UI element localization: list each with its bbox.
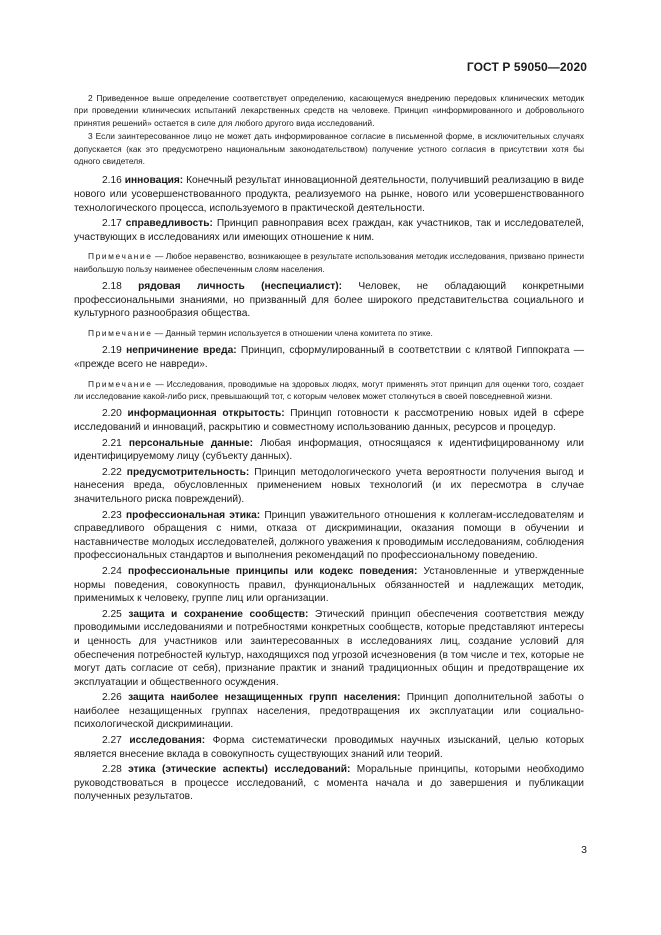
note [74, 250, 584, 275]
note [74, 378, 584, 403]
term-text: Установленные и утвержденные нормы поведения, совокупность правил, функциональных обязанностей и надлежащих методик, применимых к человеку, группе лиц или организации. [74, 565, 584, 605]
note-text: — Любое неравенство, возникающее в результате использования методик исследования, призвано принести наибольшую пользу наименее обеспеченным слоям населения. [74, 251, 584, 274]
term-text: Принцип уважительного отношения к коллегам-исследователям и справедливого обращения с ними, отказа от дискриминации, оказания помощи в обучении и наставничестве молодых исследователей, должного уважения к проводимым исследованиям, соблюдения профессиональных стандартов и выполнения рекомендаций по профессиональному поведению. [74, 509, 584, 562]
term-text: Любая информация, относящаяся к идентифицированному или идентифицируемому лицу (субъекту данных). [74, 437, 584, 463]
term-name: инновация: [124, 175, 184, 187]
page-number: 3 [581, 844, 587, 856]
note [74, 327, 584, 339]
term-name: защита и сохранение сообществ: [128, 608, 309, 620]
document-code: ГОСТ Р 59050—2020 [466, 60, 587, 74]
term-number: 2.18 [102, 281, 139, 293]
term-number: 2.28 [102, 764, 129, 776]
term-name: профессиональная этика: [126, 509, 261, 521]
term-number: 2.20 [102, 408, 128, 420]
term-number: 2.24 [102, 565, 128, 577]
term-name: непричинение вреда: [126, 345, 237, 357]
term-definition [74, 763, 584, 804]
term-definition [74, 509, 584, 563]
intro-note [74, 130, 584, 167]
term-number: 2.19 [102, 345, 127, 357]
term-text: Человек, не обладающий конкретными профессиональными знаниями, но призванный для более широкого представительства социального и культурного разнообразия общества. [74, 281, 584, 320]
term-definition [74, 466, 584, 507]
note-text: 3 Если заинтересованное лицо не может дать информированное согласие в письменной форме, в исключительных случаях допускается (как это предусмотрено национальным законодательством) получение устного согласия в присутствии хотя бы одного свидетеля. [74, 131, 584, 167]
term-definition [74, 217, 584, 244]
note-text: — Данный термин используется в отношении члена комитета по этике. [152, 328, 433, 338]
term-definition [74, 407, 584, 434]
term-definition [74, 437, 584, 464]
term-name: исследования: [129, 735, 206, 747]
term-text: Моральные принципы, которыми необходимо руководствоваться в процессе исследований, с момента начала и до завершения и публикации полученных результатов. [74, 764, 585, 803]
term-definition [74, 174, 584, 215]
term-text: Конечный результат инновационной деятельности, получивший реализацию в виде нового или усовершенствованного продукта, реализуемого на рынке, нового или усовершенствованного технологического процесса, используемого в практической деятельности. [74, 175, 584, 214]
term-name: предусмотрительность: [126, 466, 250, 478]
term-number: 2.16 [102, 175, 125, 187]
note-label: Примечание [88, 251, 153, 262]
term-definition [74, 280, 584, 321]
term-name: защита наиболее незащищенных групп населения: [128, 692, 401, 704]
term-text: Форма систематически проводимых научных изысканий, целью которых является внесение вклада в совокупность существующих знаний или теорий. [74, 735, 584, 760]
term-number: 2.23 [102, 509, 127, 521]
term-number: 2.17 [102, 218, 126, 230]
term-number: 2.25 [102, 608, 129, 620]
term-definition [74, 344, 584, 371]
note-text: 2 Приведенное выше определение соответствует определению, касающемуся внедрению передовых клинических методик при проведении клинических испытаний лекарственных средств на человеке. Принцип «информированного и добровольного принятия решений» остается в силе для любого другого вида исследований. [74, 93, 584, 128]
note-label: Примечание [88, 328, 153, 338]
term-definition [74, 691, 584, 732]
term-text: Принцип равноправия всех граждан, как участников, так и исследователей, участвующих в исследованиях или имеющих отношение к ним. [74, 218, 584, 243]
term-number: 2.22 [102, 466, 127, 478]
term-name: информационная открытость: [127, 408, 285, 420]
term-name: справедливость: [125, 218, 213, 230]
term-name: рядовая личность (неспециалист): [138, 281, 343, 293]
term-definition [74, 734, 584, 761]
note-text: — Исследования, проводимые на здоровых людях, могут применять этот принцип для оценки того, создает ли исследование какой-либо риск, превышающий тот, с которым человек может столкнуться в своей повседневной жизни. [74, 378, 584, 401]
term-number: 2.27 [102, 735, 130, 747]
term-name: персональные данные: [128, 437, 254, 449]
term-definition [74, 608, 584, 690]
term-text: Принцип, сформулированный в соответствии с клятвой Гиппократа — «прежде всего не навреди». [74, 345, 584, 370]
term-number: 2.21 [102, 437, 129, 449]
intro-note [74, 92, 584, 129]
term-definition [74, 565, 584, 606]
term-text: Принцип методологического учета вероятности получения выгод и нанесения вреда, обусловленных применением новых технологий (и их пересмотра в случае значительного риска повреждений). [74, 466, 584, 505]
term-name: этика (этические аспекты) исследований: [128, 764, 351, 776]
term-text: Принцип готовности к рассмотрению новых идей в сфере исследований и инноваций, раскрытию и совместному использованию данных, ресурсов и процедур. [74, 408, 584, 433]
term-text: Этический принцип обеспечения соответствия между проводимыми исследованиями и потребностями конкретных сообществ, которые представляют интересы и ценность для участников или заинтересованных в исследованиях лиц, создание условий для обеспечения потребностей культур, находящихся под угрозой исчезновения (в том числе и тех, которые не могут дать согласие от себя), признание практик и знаний традиционных общин и предотвращение их эксплуатации и общественного осуждения. [74, 608, 584, 688]
note-label: Примечание [88, 378, 153, 389]
term-name: профессиональные принципы или кодекс поведения: [127, 565, 418, 577]
term-text: Принцип дополнительной заботы о наиболее незащищенных группах населения, предотвращения их эксплуатации или социально-психологической дискриминации. [74, 692, 584, 731]
document-body [74, 92, 584, 806]
term-number: 2.26 [102, 692, 129, 704]
